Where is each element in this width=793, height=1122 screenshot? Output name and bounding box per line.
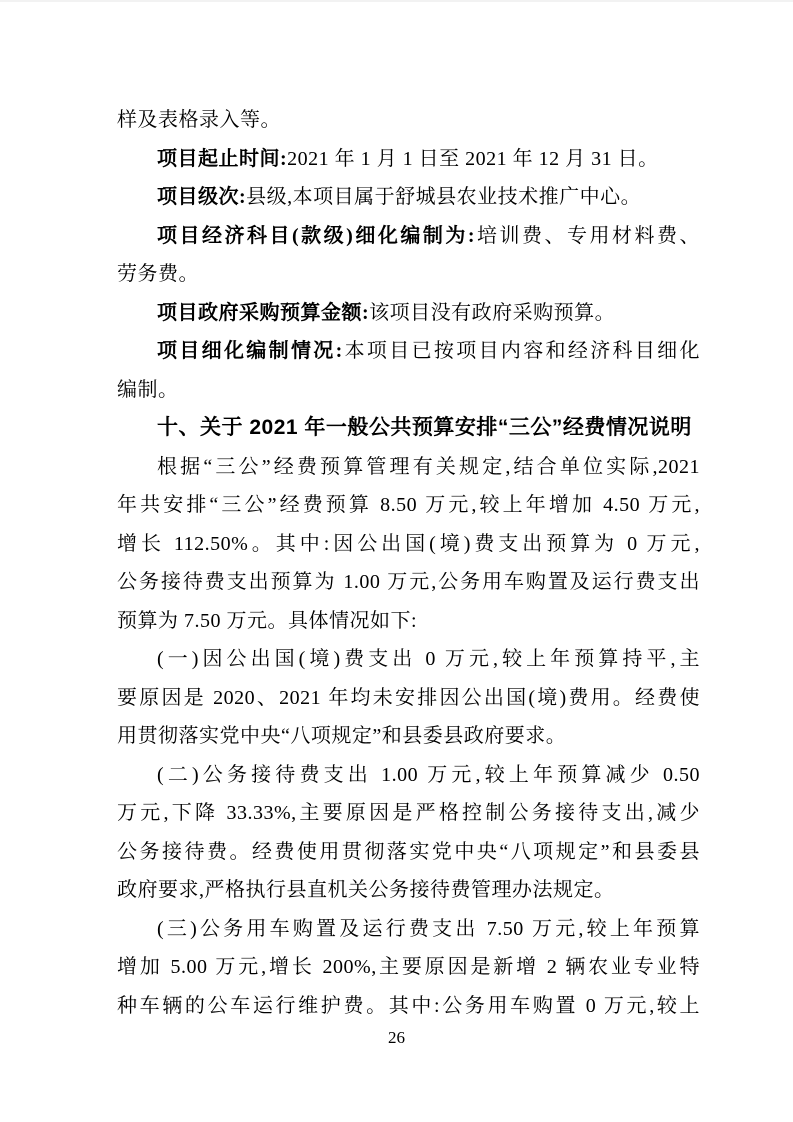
field-line <box>117 178 700 217</box>
text-line <box>117 448 700 487</box>
text-run: 增长 112.50%。其中:因公出国(境)费支出预算为 0 万元, <box>117 532 700 555</box>
text-run: 年共安排“三公”经费预算 8.50 万元,较上年增加 4.50 万元, <box>117 494 700 516</box>
field-label: 项目级次: <box>157 186 247 208</box>
text-line <box>117 371 700 410</box>
text-run: 2021 年 1 月 1 日至 2021 年 12 月 31 日。 <box>287 147 659 170</box>
field-line <box>117 217 700 256</box>
text-run: 编制。 <box>117 378 179 401</box>
section-heading <box>117 409 700 448</box>
text-run: 增加 5.00 万元,增长 200%,主要原因是新增 2 辆农业专业特 <box>117 956 700 978</box>
field-line <box>117 332 700 371</box>
text-run: 要原因是 2020、2021 年均未安排因公出国(境)费用。经费使 <box>117 686 700 709</box>
text-line <box>117 756 700 795</box>
text-run: 公务接待费。经费使用贯彻落实党中央“八项规定”和县委县 <box>117 840 700 863</box>
text-line <box>117 602 700 641</box>
field-label: 项目细化编制情况: <box>157 340 343 362</box>
text-run: 预算为 7.50 万元。具体情况如下: <box>117 609 418 632</box>
text-run: 样及表格录入等。 <box>117 109 281 131</box>
text-run: 本项目已按项目内容和经济科目细化 <box>342 340 700 362</box>
text-run: (一)因公出国(境)费支出 0 万元,较上年预算持平,主 <box>157 648 700 670</box>
text-line <box>117 948 700 987</box>
field-label: 项目政府采购预算金额: <box>157 301 370 324</box>
text-run: 县级,本项目属于舒城县农业技术推广中心。 <box>246 186 642 208</box>
text-line <box>117 525 700 564</box>
text-run: 政府要求,严格执行县直机关公务接待费管理办法规定。 <box>117 879 615 901</box>
text-line <box>117 486 700 525</box>
text-run: 根据“三公”经费预算管理有关规定,结合单位实际,2021 <box>157 455 700 478</box>
text-line <box>117 563 700 602</box>
text-line <box>117 910 700 949</box>
field-label: 项目经济科目(款级)细化编制为: <box>157 224 475 247</box>
document-body <box>117 101 700 1025</box>
text-line <box>117 794 700 833</box>
text-line <box>117 987 700 1026</box>
text-run: 劳务费。 <box>117 263 199 285</box>
text-line <box>117 640 700 679</box>
field-label: 项目起止时间: <box>157 147 288 170</box>
text-line <box>117 717 700 756</box>
heading-text: 十、关于 2021 年一般公共预算安排“三公”经费情况说明 <box>157 416 692 439</box>
field-line <box>117 294 700 333</box>
text-run: 培训费、专用材料费、 <box>475 224 700 247</box>
text-run: 该项目没有政府采购预算。 <box>369 301 616 324</box>
text-line <box>117 833 700 872</box>
text-run: 公务接待费支出预算为 1.00 万元,公务用车购置及运行费支出 <box>117 571 700 593</box>
page-number: 26 <box>388 1028 405 1047</box>
text-line <box>117 871 700 910</box>
text-line <box>117 679 700 718</box>
text-run: 万元,下降 33.33%,主要原因是严格控制公务接待支出,减少 <box>117 802 700 824</box>
text-run: (三)公务用车购置及运行费支出 7.50 万元,较上年预算 <box>157 917 700 940</box>
text-run: 用贯彻落实党中央“八项规定”和县委县政府要求。 <box>117 725 567 747</box>
field-line <box>117 140 700 179</box>
text-line <box>117 255 700 294</box>
text-run: (二)公务接待费支出 1.00 万元,较上年预算减少 0.50 <box>157 763 700 786</box>
text-line <box>117 101 700 140</box>
text-run: 种车辆的公车运行维护费。其中:公务用车购置 0 万元,较上 <box>117 994 700 1017</box>
